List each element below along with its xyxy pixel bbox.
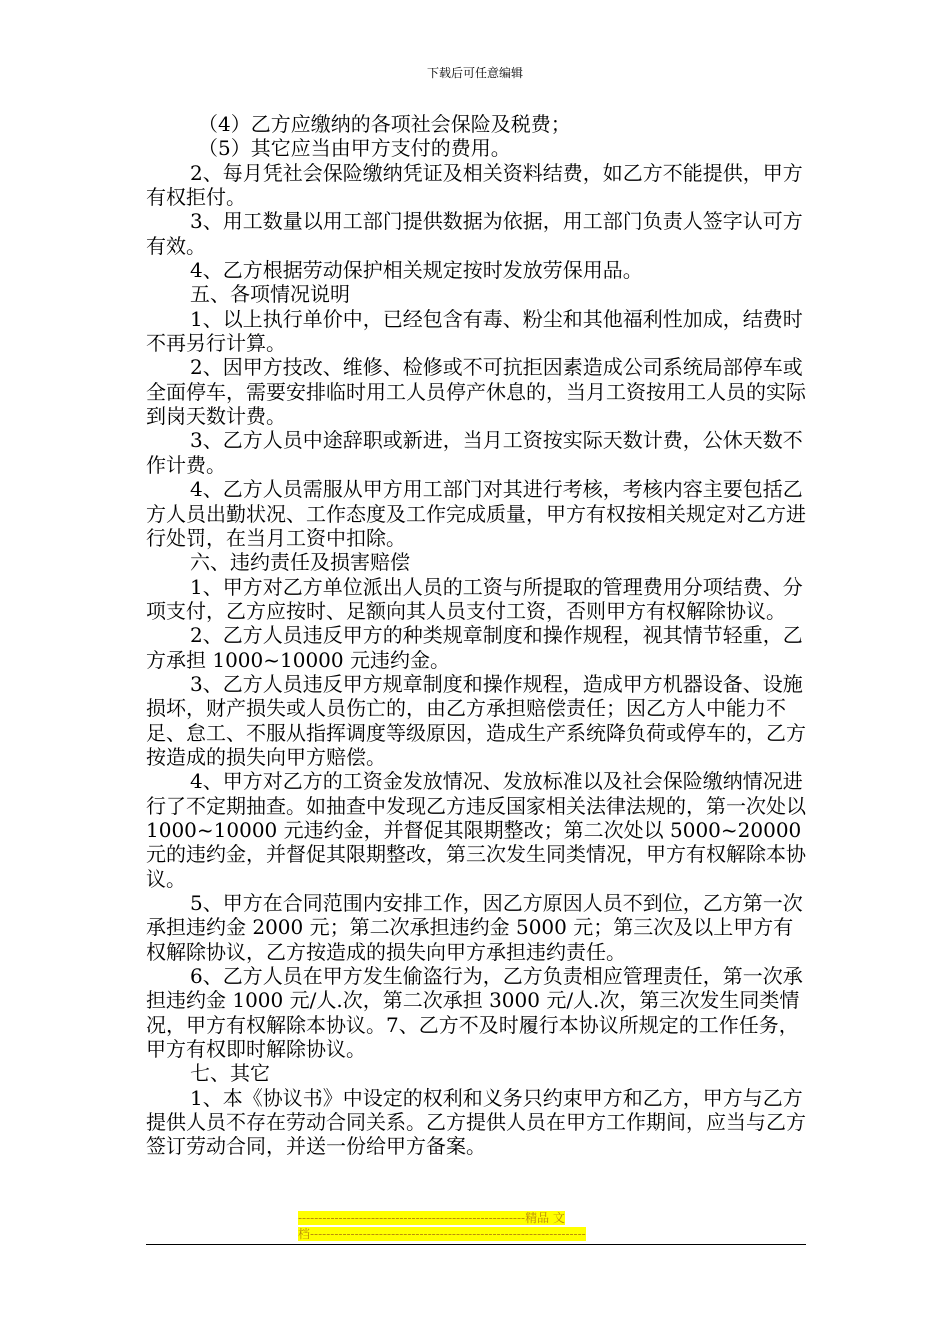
paragraph: 4、甲方对乙方的工资金发放情况、发放标准以及社会保险缴纳情况进行了不定期抽查。如抽查中发现乙方违反国家相关法律法规的，第一次处以 1000~10000 元违约金，并督促其限期整改；第二次处以 5000~20000 元的违约金，并督促其限期整改，第三次发生同类情况，甲方有权解除本协议。 xyxy=(146,769,806,891)
paragraph: 2、因甲方技改、维修、检修或不可抗拒因素造成公司系统局部停车或全面停车，需要安排临时用工人员停产休息的，当月工资按用工人员的实际到岗天数计费。 xyxy=(146,355,806,429)
paragraph: 3、用工数量以用工部门提供数据为依据，用工部门负责人签字认可方有效。 xyxy=(146,209,803,258)
paragraph: 5、甲方在合同范围内安排工作，因乙方原因人员不到位，乙方第一次承担违约金 2000 元；第二次承担违约金 5000 元；第三次及以上甲方有权解除协议，乙方按造成的损失向甲方承担违约责任。 xyxy=(146,891,803,964)
paragraph: 1、以上执行单价中，已经包含有毒、粉尘和其他福利性加成，结费时不再另行计算。 xyxy=(146,306,803,356)
section-heading: 六、违约责任及损害赔偿 xyxy=(190,550,410,575)
footer-divider xyxy=(146,1244,806,1245)
paragraph: 4、乙方根据劳动保护相关规定按时发放劳保用品。 xyxy=(190,258,643,283)
paragraph: 3、乙方人员中途辞职或新进，当月工资按实际天数计费，公休天数不作计费。 xyxy=(146,428,803,477)
paragraph: 2、乙方人员违反甲方的种类规章制度和操作规程，视其情节轻重，乙方承担 1000~10000 元违约金。 xyxy=(146,623,803,672)
section-heading: 七、其它 xyxy=(190,1061,270,1086)
page-header: 下载后可任意编辑 xyxy=(426,66,523,80)
document-body xyxy=(146,112,806,1159)
paragraph: 1、甲方对乙方单位派出人员的工资与所提取的管理费用分项结费、分项支付，乙方应按时、足额向其人员支付工资，否则甲方有权解除协议。 xyxy=(146,574,803,623)
paragraph: 1、本《协议书》中设定的权利和义务只约束甲方和乙方，甲方与乙方提供人员不存在劳动合同关系。乙方提供人员在甲方工作期间，应当与乙方签订劳动合同，并送一份给甲方备案。 xyxy=(146,1085,806,1159)
paragraph: （5）其它应当由甲方支付的费用。 xyxy=(198,136,511,161)
paragraph: 6、乙方人员在甲方发生偷盗行为，乙方负责相应管理责任，第一次承担违约金 1000 元/人.次，第二次承担 3000 元/人.次，第三次发生同类情况，甲方有权解除本协议。7、乙方不及时履行本协议所规定的工作任务，甲方有权即时解除协议。 xyxy=(146,964,803,1062)
paragraph: （4）乙方应缴纳的各项社会保险及税费； xyxy=(198,112,571,136)
footer-watermark-line2: 档-------------------------------------------------------------------- xyxy=(298,1227,586,1241)
paragraph: 3、乙方人员违反甲方规章制度和操作规程，造成甲方机器设备、设施损坏，财产损失或人员伤亡的，由乙方承担赔偿责任；因乙方人中能力不足、怠工、不服从指挥调度等级原因，造成生产系统降负荷或停车的，乙方按造成的损失向甲方赔偿。 xyxy=(146,671,806,769)
paragraph: 2、每月凭社会保险缴纳凭证及相关资料结费，如乙方不能提供，甲方有权拒付。 xyxy=(146,160,803,210)
footer-watermark-line1: --------------------------------------------------------精品 文 xyxy=(298,1211,565,1225)
paragraph: 4、乙方人员需服从甲方用工部门对其进行考核，考核内容主要包括乙方人员出勤状况、工作态度及工作完成质量，甲方有权按相关规定对乙方进行处罚，在当月工资中扣除。 xyxy=(146,477,806,550)
footer-watermark xyxy=(298,1210,650,1242)
section-heading: 五、各项情况说明 xyxy=(190,282,350,307)
